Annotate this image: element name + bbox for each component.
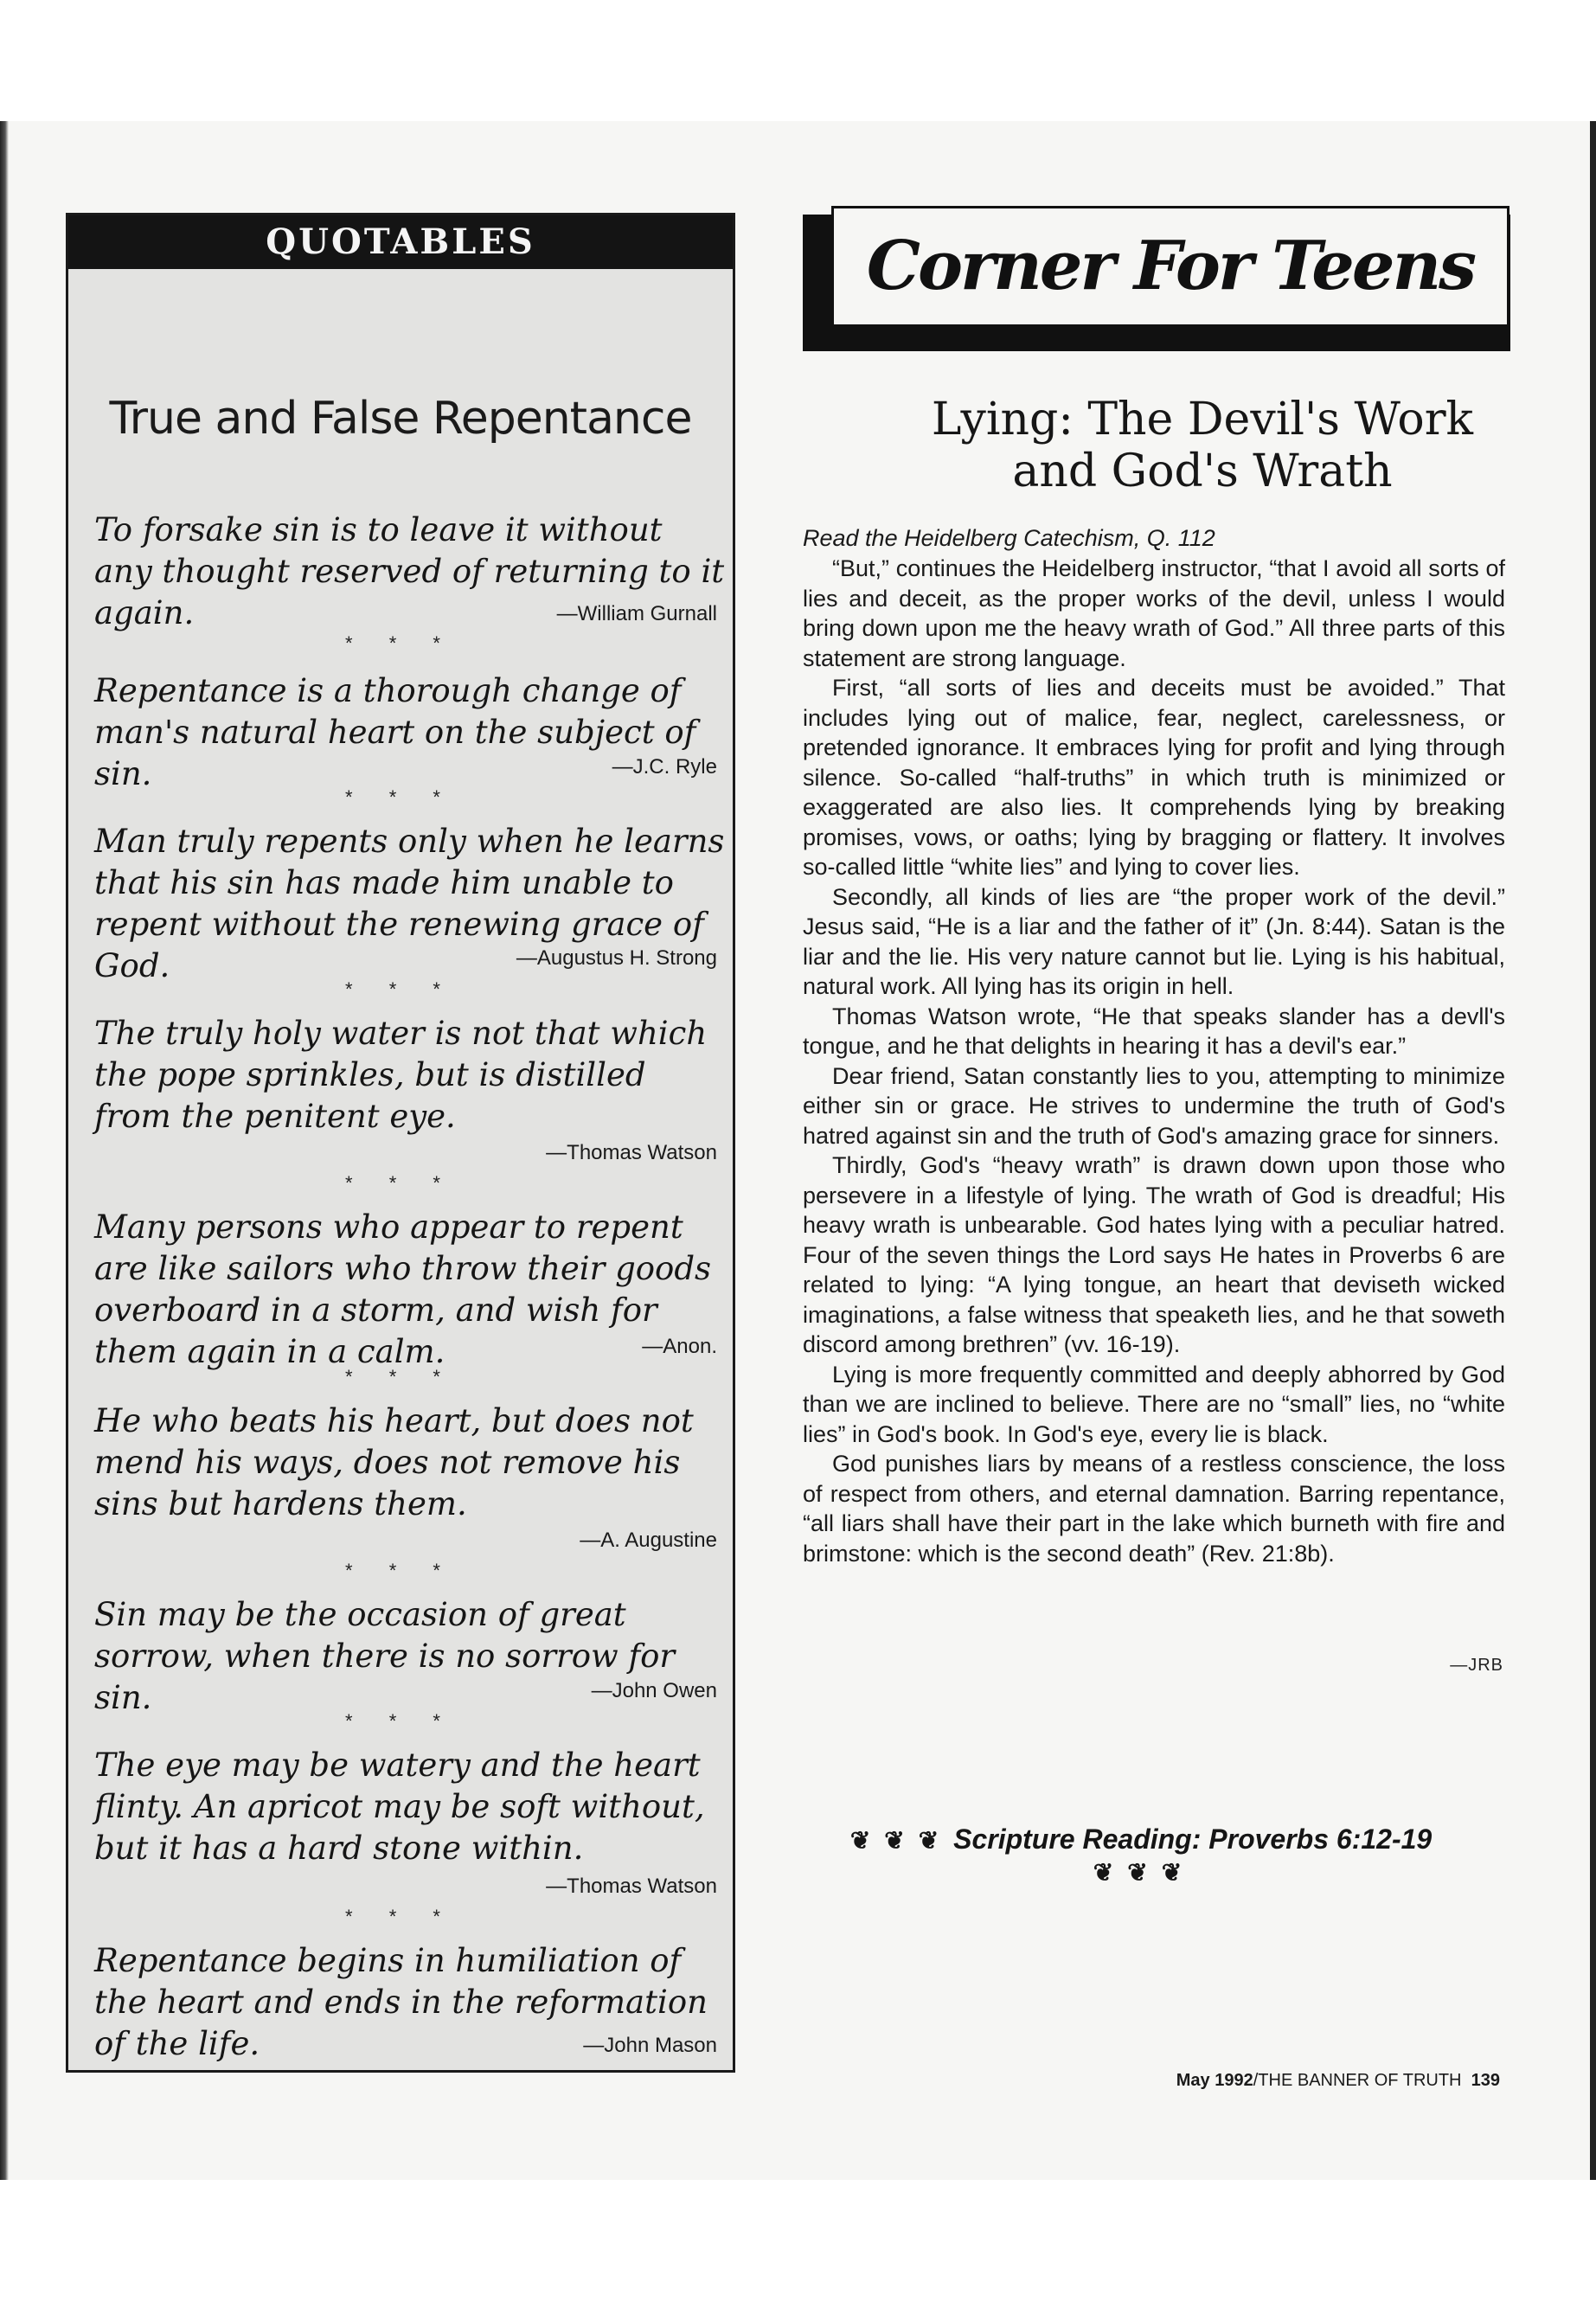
separator-stars: * * * — [345, 1906, 456, 1927]
quote-text: Repentance is a thorough change of man's natural heart on the subject of sin. — [94, 672, 696, 792]
quotables-title: True and False Repentance — [109, 393, 692, 445]
fleuron-icon: ❦ — [918, 1827, 939, 1854]
page-number: 139 — [1471, 2071, 1500, 2090]
quote-text: He who beats his heart, but does not mend his ways, does not remove his sins but hardens them. — [94, 1402, 694, 1522]
article-paragraph: God punishes liars by means of a restless conscience, the loss of respect from others, and eternal damnation. Barring repentance, “all liars shall have their part in the lake which burneth with fire and brimstone: which is the second death” (Rev. 21:8b). — [803, 1451, 1505, 1567]
article-title — [813, 394, 1592, 497]
quote-author: —William Gurnall — [556, 602, 717, 625]
scripture-reading — [792, 1823, 1484, 1888]
separator-stars: * * * — [345, 632, 456, 654]
separator-stars: * * * — [345, 1172, 456, 1194]
separator-stars: * * * — [345, 786, 456, 808]
corner-for-teens-banner: Corner For Teens — [831, 206, 1509, 327]
fleuron-icon: ❦ — [849, 1827, 871, 1854]
quote-text: The truly holy water is not that which the pope sprinkles, but is distilled from the penitent eye. — [94, 1015, 708, 1135]
quote-author: —A. Augustine — [580, 1529, 717, 1552]
quotables-header: QUOTABLES — [68, 215, 733, 269]
quote-author: —Augustus H. Strong — [516, 946, 717, 970]
quote-author: —Anon. — [642, 1335, 717, 1358]
quote-author: —John Owen — [591, 1679, 717, 1702]
fleuron-icon: ❦ — [1093, 1859, 1114, 1886]
quote-text: Sin may be the occasion of great sorrow, when there is no sorrow for sin. — [94, 1596, 676, 1716]
quote-text: Man truly repents only when he learns that his sin has made him unable to repent without the renewing grace of God. — [94, 823, 725, 984]
separator-stars: * * * — [345, 1710, 456, 1732]
fleuron-icon: ❦ — [1161, 1859, 1183, 1886]
quotables-box — [66, 213, 735, 2073]
article-title-line: Lying: The Devil's Work — [931, 394, 1474, 445]
page-footer — [952, 2071, 1500, 2091]
quote-author: —J.C. Ryle — [612, 755, 717, 779]
scan-edge-left — [0, 121, 9, 2180]
scripture-reading-text: Scripture Reading: Proverbs 6:12-19 — [953, 1823, 1433, 1855]
article-paragraph: Secondly, all kinds of lies are “the proper work of the devil.” Jesus said, “He is a liar and the father of it” (Jn. 8:44). Satan is the liar and the lie. His very nature cannot but lie. Lying is his habitual, natural work. All lying has its origin in hell. — [803, 883, 1505, 999]
fleuron-icon: ❦ — [1127, 1859, 1148, 1886]
separator-stars: * * * — [345, 1366, 456, 1388]
quote-text: Many persons who appear to repent are like sailors who throw their goods overboard in a storm, and wish for them again in a calm. — [94, 1208, 711, 1370]
quote-text: To forsake sin is to leave it without any thought reserved of returning to it again. — [94, 511, 725, 631]
article-title-line: and God's Wrath — [1012, 445, 1393, 497]
article-paragraph: Thomas Watson wrote, “He that speaks slander has a devll's tongue, and he that delights in hearing it has a devil's ear.” — [803, 1003, 1505, 1059]
separator-stars: * * * — [345, 978, 456, 1000]
separator-stars: * * * — [345, 1560, 456, 1581]
author-signature: —JRB — [1450, 1656, 1503, 1675]
article-body — [803, 554, 1505, 1568]
publication-name: /THE BANNER OF TRUTH — [1253, 2071, 1462, 2090]
article-paragraph: First, “all sorts of lies and deceits must be avoided.” That includes lying out of malice, fear, neglect, carelessness, or pretended ignorance. It embraces lying for profit and lying through silence. So-called “half-truths” in which truth is minimized or exaggerated are also lies. It comprehends lying by breaking promises, vows, or oaths; lying by bragging or flattery. It involves so-called little “white lies” and lying to cover lies. — [803, 675, 1505, 880]
quote-text: The eye may be watery and the heart flinty. An apricot may be soft without, but it has a hard stone within. — [94, 1747, 705, 1867]
issue-date: May 1992 — [1176, 2071, 1253, 2090]
article-paragraph: Lying is more frequently committed and deeply abhorred by God than we are inclined to believe. There are no “small” lies, no “white lies” in God's book. In God's eye, every lie is black. — [803, 1361, 1505, 1447]
article-paragraph: Thirdly, God's “heavy wrath” is drawn down upon those who persevere in a lifestyle of lying. The wrath of God is dreadful; His heavy wrath is unbearable. God hates lying with a peculiar hatred. Four of the seven things the Lord says He hates in Proverbs 6 are related to lying: “A lying tongue, an heart that deviseth wicked imaginations, a false witness that speaketh lies, and he that soweth discord among brethren” (vv. 16-19). — [803, 1152, 1505, 1357]
fleuron-icon: ❦ — [884, 1827, 905, 1854]
quote-author: —Thomas Watson — [546, 1875, 717, 1898]
article-paragraph: “But,” continues the Heidelberg instructor, “that I avoid all sorts of lies and deceit, as the proper works of the devil, unless I would bring down upon me the heavy wrath of God.” All three parts of this statement are strong language. — [803, 555, 1505, 671]
quote-author: —Thomas Watson — [546, 1141, 717, 1164]
reading-reference: Read the Heidelberg Catechism, Q. 112 — [803, 525, 1215, 551]
quote-author: —John Mason — [583, 2034, 717, 2057]
quote-text: Repentance begins in humiliation of the heart and ends in the reformation of the life. — [94, 1942, 708, 2062]
scan-margin-bottom — [0, 2180, 1596, 2301]
article-paragraph: Dear friend, Satan constantly lies to you, attempting to minimize either sin or grace. He strives to undermine the truth of God's hatred against sin and the truth of God's amazing grace for sinners. — [803, 1062, 1505, 1149]
